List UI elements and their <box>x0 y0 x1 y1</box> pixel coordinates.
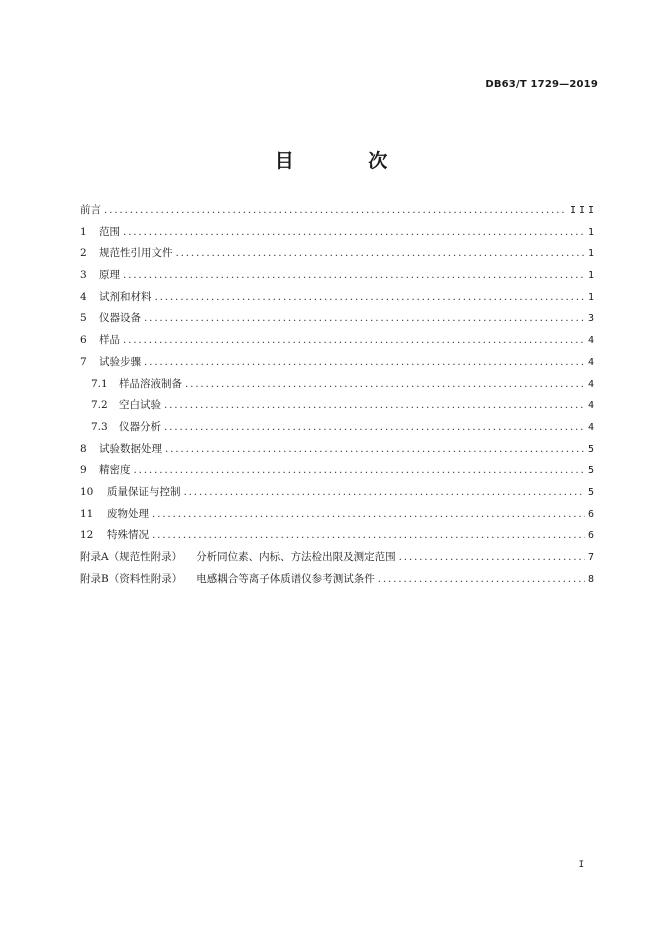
toc-entry-page: 6 <box>587 508 594 520</box>
toc-entry-label: 分析同位素、内标、方法检出限及测定范围 <box>196 551 396 563</box>
toc-entry-number: 6 <box>80 334 87 347</box>
toc-leader-dots <box>104 200 567 222</box>
toc-entry-9[interactable] <box>80 460 594 482</box>
toc-entry-number: 2 <box>80 247 87 260</box>
toc-entry-7[interactable] <box>80 352 594 374</box>
toc-leader-dots <box>134 460 585 482</box>
toc-entry-label: 范围 <box>99 225 120 238</box>
toc-entry-12[interactable] <box>80 525 594 547</box>
toc-entry-number: 10 <box>80 485 94 498</box>
toc-entry-page: 7 <box>587 552 594 563</box>
toc-leader-dots <box>184 482 585 504</box>
toc-entry-number: 附录A（规范性附录） <box>80 551 183 563</box>
toc-entry-page: 3 <box>587 313 594 325</box>
toc-entry-page: 4 <box>587 378 594 390</box>
toc-entry-7-1[interactable] <box>80 374 594 396</box>
toc-entry-label: 空白试验 <box>119 399 161 412</box>
toc-leader-dots <box>123 265 585 287</box>
toc-entry-page: 4 <box>587 400 594 412</box>
toc-leader-dots <box>399 547 585 569</box>
toc-leader-dots <box>378 569 585 591</box>
toc-entry-number: 5 <box>80 312 87 325</box>
toc-entry-page: 1 <box>587 291 594 303</box>
toc-entry-page: 8 <box>587 573 594 585</box>
toc-leader-dots <box>176 243 585 265</box>
toc-leader-dots <box>165 439 585 461</box>
toc-leader-dots <box>123 330 585 352</box>
toc-entry-10[interactable] <box>80 482 594 504</box>
toc-entry-number: 11 <box>80 507 94 520</box>
toc-entry-number: 4 <box>80 290 87 303</box>
toc-entry-page: 5 <box>587 443 594 455</box>
toc-entry-page: 4 <box>587 335 594 347</box>
toc-entry-number: 9 <box>80 464 87 477</box>
toc-leader-dots <box>152 525 585 547</box>
page-number: I <box>578 860 584 870</box>
toc-entry-number: 附录B（资料性附录） <box>80 572 183 585</box>
toc-entry-number: 1 <box>80 225 87 238</box>
toc-entry-1[interactable] <box>80 222 594 244</box>
toc-entry-page: 5 <box>587 486 594 498</box>
toc-leader-dots <box>123 222 585 244</box>
toc-entry-appendix-b[interactable] <box>80 569 594 591</box>
toc-entry-label: 质量保证与控制 <box>107 485 181 498</box>
toc-entry-5[interactable] <box>80 308 594 330</box>
toc-leader-dots <box>144 308 585 330</box>
toc-entry-page: III <box>569 205 597 216</box>
toc-entry-11[interactable] <box>80 504 594 526</box>
toc-entry-page: 4 <box>587 421 594 433</box>
toc-entry-page: 6 <box>587 530 594 542</box>
page-title: 目 次 <box>274 150 422 172</box>
toc-entry-7-3[interactable] <box>80 417 594 439</box>
toc-entry-label: 电感耦合等离子体质谱仪参考测试条件 <box>196 572 375 585</box>
toc-entry-7-2[interactable] <box>80 395 594 417</box>
toc-entry-6[interactable] <box>80 330 594 352</box>
toc-entry-number: 3 <box>80 269 87 282</box>
toc-entry-label: 试验步骤 <box>99 355 141 368</box>
toc-entry-page: 1 <box>587 248 594 260</box>
toc-entry-3[interactable] <box>80 265 594 287</box>
toc-entry-label: 试剂和材料 <box>99 290 152 303</box>
toc-entry-label: 样品 <box>99 334 120 347</box>
toc-entry-number: 7.2 <box>91 399 108 412</box>
toc-entry-number: 7 <box>80 355 87 368</box>
toc-entry-label: 仪器分析 <box>119 420 161 433</box>
toc-entry-label: 废物处理 <box>107 507 149 520</box>
toc-entry-2[interactable] <box>80 243 594 265</box>
toc-entry-label: 原理 <box>99 269 120 282</box>
toc-entry-number: 7.3 <box>91 420 108 433</box>
toc-entry-foreword[interactable] <box>80 200 597 222</box>
toc-entry-label: 仪器设备 <box>99 312 141 325</box>
toc-entry-number: 8 <box>80 442 87 455</box>
toc-entry-label: 前言 <box>80 204 101 216</box>
toc-entry-number: 12 <box>80 529 94 542</box>
toc-leader-dots <box>185 374 585 396</box>
toc-entry-label: 精密度 <box>99 464 131 477</box>
table-of-contents <box>80 200 597 590</box>
toc-entry-label: 样品溶液制备 <box>119 377 182 390</box>
toc-leader-dots <box>152 504 585 526</box>
toc-entry-label: 规范性引用文件 <box>99 247 173 260</box>
toc-entry-label: 特殊情况 <box>107 529 149 542</box>
toc-entry-number: 7.1 <box>91 377 108 390</box>
toc-leader-dots <box>144 352 585 374</box>
toc-entry-page: 1 <box>587 226 594 238</box>
toc-entry-page: 1 <box>587 270 594 282</box>
toc-entry-4[interactable] <box>80 287 594 309</box>
toc-entry-8[interactable] <box>80 439 594 461</box>
toc-entry-page: 4 <box>587 356 594 368</box>
toc-entry-label: 试验数据处理 <box>99 442 162 455</box>
document-code: DB63/T 1729—2019 <box>485 79 598 90</box>
toc-leader-dots <box>155 287 585 309</box>
toc-leader-dots <box>164 417 585 439</box>
toc-entry-page: 5 <box>587 465 594 477</box>
toc-entry-appendix-a[interactable] <box>80 547 594 569</box>
toc-leader-dots <box>164 395 585 417</box>
